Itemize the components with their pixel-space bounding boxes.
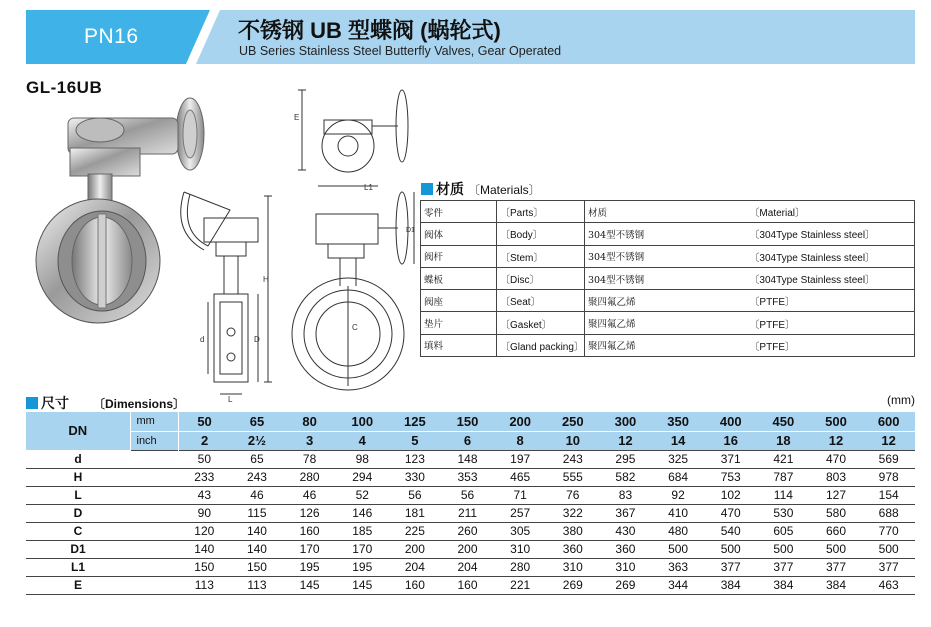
material-name-cn: 材质 bbox=[584, 201, 746, 223]
materials-row bbox=[421, 201, 915, 223]
dimension-value: 71 bbox=[494, 486, 547, 504]
materials-title-en: 〔Materials〕 bbox=[468, 182, 541, 197]
header-row-inch bbox=[26, 431, 915, 450]
material-part-cn: 垫片 bbox=[421, 312, 497, 334]
dimension-value: 569 bbox=[862, 450, 915, 468]
dimension-label: D bbox=[26, 504, 130, 522]
material-name-en: 〔304Type Stainless steel〕 bbox=[746, 267, 914, 289]
dimension-value: 233 bbox=[178, 468, 231, 486]
dimension-value: 145 bbox=[336, 576, 389, 594]
dimension-value: 154 bbox=[862, 486, 915, 504]
material-name-cn: 聚四氟乙烯 bbox=[584, 290, 746, 312]
dimension-value: 684 bbox=[652, 468, 705, 486]
inch-value: 10 bbox=[546, 431, 599, 450]
inch-value: 4 bbox=[336, 431, 389, 450]
dimension-value: 295 bbox=[599, 450, 652, 468]
table-row bbox=[26, 504, 915, 522]
dimension-value: 688 bbox=[862, 504, 915, 522]
table-row bbox=[26, 486, 915, 504]
dimension-value: 410 bbox=[652, 504, 705, 522]
dimension-value: 257 bbox=[494, 504, 547, 522]
dimensions-title-cn: 尺寸 bbox=[41, 395, 69, 411]
blank-cell bbox=[130, 450, 178, 468]
dimension-value: 384 bbox=[757, 576, 810, 594]
dimension-value: 90 bbox=[178, 504, 231, 522]
dimension-value: 582 bbox=[599, 468, 652, 486]
dimension-value: 500 bbox=[704, 540, 757, 558]
material-name-en: 〔PTFE〕 bbox=[746, 290, 914, 312]
dimension-value: 243 bbox=[546, 450, 599, 468]
dimension-value: 470 bbox=[810, 450, 863, 468]
dimension-value: 243 bbox=[231, 468, 284, 486]
blank-cell bbox=[130, 540, 178, 558]
blank-cell bbox=[130, 468, 178, 486]
header-row-mm bbox=[26, 412, 915, 431]
mm-value: 65 bbox=[231, 412, 284, 431]
dimension-value: 211 bbox=[441, 504, 494, 522]
dimension-value: 325 bbox=[652, 450, 705, 468]
dimension-value: 200 bbox=[441, 540, 494, 558]
dimension-value: 280 bbox=[494, 558, 547, 576]
dimension-label: C bbox=[26, 522, 130, 540]
dimension-value: 204 bbox=[441, 558, 494, 576]
dimension-value: 76 bbox=[546, 486, 599, 504]
dimension-label: H bbox=[26, 468, 130, 486]
dimension-label: L bbox=[26, 486, 130, 504]
dimension-value: 200 bbox=[389, 540, 442, 558]
blank-cell bbox=[130, 522, 178, 540]
dimension-value: 480 bbox=[652, 522, 705, 540]
table-row bbox=[26, 558, 915, 576]
material-part-en: 〔Gland packing〕 bbox=[497, 334, 585, 356]
materials-heading bbox=[421, 179, 541, 199]
blank-cell bbox=[130, 576, 178, 594]
dimension-value: 605 bbox=[757, 522, 810, 540]
dimension-value: 123 bbox=[389, 450, 442, 468]
dim-label-e: E bbox=[294, 113, 300, 122]
dimension-value: 113 bbox=[178, 576, 231, 594]
dimension-value: 803 bbox=[810, 468, 863, 486]
dimension-value: 330 bbox=[389, 468, 442, 486]
dimension-value: 770 bbox=[862, 522, 915, 540]
dimension-value: 978 bbox=[862, 468, 915, 486]
section-marker-icon bbox=[421, 183, 433, 195]
dimension-value: 225 bbox=[389, 522, 442, 540]
material-part-en: 〔Seat〕 bbox=[497, 290, 585, 312]
dimension-value: 126 bbox=[283, 504, 336, 522]
mm-value: 300 bbox=[599, 412, 652, 431]
dimension-value: 46 bbox=[231, 486, 284, 504]
dimension-value: 305 bbox=[494, 522, 547, 540]
table-row bbox=[26, 576, 915, 594]
front-view-drawing bbox=[290, 86, 420, 398]
dimension-value: 127 bbox=[810, 486, 863, 504]
dimension-value: 380 bbox=[546, 522, 599, 540]
materials-row bbox=[421, 223, 915, 245]
inch-value: 12 bbox=[599, 431, 652, 450]
dim-label-l1: L1 bbox=[364, 183, 373, 192]
dimension-value: 500 bbox=[757, 540, 810, 558]
mm-value: 150 bbox=[441, 412, 494, 431]
mm-value: 400 bbox=[704, 412, 757, 431]
materials-title-cn: 材质 bbox=[436, 181, 464, 197]
materials-row bbox=[421, 334, 915, 356]
dimension-value: 83 bbox=[599, 486, 652, 504]
dimension-value: 500 bbox=[862, 540, 915, 558]
material-part-en: 〔Stem〕 bbox=[497, 245, 585, 267]
material-part-en: 〔Gasket〕 bbox=[497, 312, 585, 334]
inch-value: 2 bbox=[178, 431, 231, 450]
mm-value: 50 bbox=[178, 412, 231, 431]
material-part-en: 〔Body〕 bbox=[497, 223, 585, 245]
dimension-value: 150 bbox=[178, 558, 231, 576]
dimension-value: 160 bbox=[389, 576, 442, 594]
dimension-value: 148 bbox=[441, 450, 494, 468]
material-name-en: 〔PTFE〕 bbox=[746, 312, 914, 334]
material-part-cn: 阀体 bbox=[421, 223, 497, 245]
page-title-en: UB Series Stainless Steel Butterfly Valves, Gear Operated bbox=[239, 44, 562, 58]
material-name-en: 〔Material〕 bbox=[746, 201, 914, 223]
page-title-cn: 不锈钢 UB 型蝶阀 (蜗轮式) bbox=[238, 18, 501, 43]
dimension-value: 377 bbox=[757, 558, 810, 576]
mm-header: mm bbox=[130, 412, 178, 431]
dim-label-d-outer: D bbox=[254, 335, 260, 344]
dimensions-table bbox=[26, 412, 915, 595]
dimension-value: 753 bbox=[704, 468, 757, 486]
materials-row bbox=[421, 245, 915, 267]
material-part-cn: 零件 bbox=[421, 201, 497, 223]
inch-value: 12 bbox=[862, 431, 915, 450]
dimension-value: 470 bbox=[704, 504, 757, 522]
dimension-value: 377 bbox=[704, 558, 757, 576]
dimension-label: E bbox=[26, 576, 130, 594]
dimension-value: 150 bbox=[231, 558, 284, 576]
dimension-value: 280 bbox=[283, 468, 336, 486]
blank-cell bbox=[130, 558, 178, 576]
material-name-en: 〔PTFE〕 bbox=[746, 334, 914, 356]
dimension-value: 787 bbox=[757, 468, 810, 486]
dimension-value: 140 bbox=[231, 540, 284, 558]
dimension-value: 145 bbox=[283, 576, 336, 594]
inch-value: 8 bbox=[494, 431, 547, 450]
dimension-value: 52 bbox=[336, 486, 389, 504]
mm-value: 350 bbox=[652, 412, 705, 431]
mm-value: 125 bbox=[389, 412, 442, 431]
dimension-value: 114 bbox=[757, 486, 810, 504]
dimensions-title-en: 〔Dimensions〕 bbox=[93, 396, 186, 411]
material-part-cn: 填料 bbox=[421, 334, 497, 356]
dimension-value: 269 bbox=[599, 576, 652, 594]
dimension-value: 170 bbox=[283, 540, 336, 558]
material-name-cn: 304型不锈钢 bbox=[584, 245, 746, 267]
model-number: GL-16UB bbox=[26, 78, 103, 97]
dimension-value: 56 bbox=[389, 486, 442, 504]
dimension-value: 344 bbox=[652, 576, 705, 594]
dimension-value: 140 bbox=[178, 540, 231, 558]
header-banner bbox=[26, 10, 915, 64]
dimension-value: 353 bbox=[441, 468, 494, 486]
dim-label-d-inner: d bbox=[200, 335, 205, 344]
inch-header: inch bbox=[130, 431, 178, 450]
inch-value: 2½ bbox=[231, 431, 284, 450]
dimension-value: 530 bbox=[757, 504, 810, 522]
dimension-value: 260 bbox=[441, 522, 494, 540]
side-view-drawing bbox=[170, 182, 280, 404]
dimension-value: 185 bbox=[336, 522, 389, 540]
dimension-value: 120 bbox=[178, 522, 231, 540]
dimension-value: 78 bbox=[283, 450, 336, 468]
mm-value: 250 bbox=[546, 412, 599, 431]
material-part-en: 〔Parts〕 bbox=[497, 201, 585, 223]
dimension-value: 377 bbox=[862, 558, 915, 576]
dimension-value: 322 bbox=[546, 504, 599, 522]
material-name-cn: 304型不锈钢 bbox=[584, 267, 746, 289]
dimension-value: 360 bbox=[599, 540, 652, 558]
dimension-value: 360 bbox=[546, 540, 599, 558]
inch-value: 3 bbox=[283, 431, 336, 450]
dimension-value: 56 bbox=[441, 486, 494, 504]
mm-value: 450 bbox=[757, 412, 810, 431]
mm-value: 600 bbox=[862, 412, 915, 431]
dimension-value: 221 bbox=[494, 576, 547, 594]
dimension-value: 384 bbox=[810, 576, 863, 594]
dimension-value: 146 bbox=[336, 504, 389, 522]
dimension-value: 197 bbox=[494, 450, 547, 468]
material-part-cn: 阀杆 bbox=[421, 245, 497, 267]
dimension-value: 377 bbox=[810, 558, 863, 576]
dimension-value: 98 bbox=[336, 450, 389, 468]
dimension-value: 465 bbox=[494, 468, 547, 486]
dimension-value: 363 bbox=[652, 558, 705, 576]
material-name-cn: 聚四氟乙烯 bbox=[584, 334, 746, 356]
pressure-badge: PN16 bbox=[84, 25, 139, 48]
inch-value: 18 bbox=[757, 431, 810, 450]
blank-cell bbox=[130, 486, 178, 504]
dimension-value: 115 bbox=[231, 504, 284, 522]
inch-value: 16 bbox=[704, 431, 757, 450]
materials-table bbox=[420, 200, 915, 357]
dimension-value: 294 bbox=[336, 468, 389, 486]
material-part-cn: 蝶板 bbox=[421, 267, 497, 289]
material-name-en: 〔304Type Stainless steel〕 bbox=[746, 223, 914, 245]
dimensions-heading bbox=[26, 393, 185, 413]
dimension-value: 46 bbox=[283, 486, 336, 504]
dimension-value: 170 bbox=[336, 540, 389, 558]
dimension-value: 384 bbox=[704, 576, 757, 594]
inch-value: 6 bbox=[441, 431, 494, 450]
dimension-value: 310 bbox=[546, 558, 599, 576]
dimension-value: 102 bbox=[704, 486, 757, 504]
inch-value: 12 bbox=[810, 431, 863, 450]
mm-value: 80 bbox=[283, 412, 336, 431]
dimension-value: 195 bbox=[283, 558, 336, 576]
materials-row bbox=[421, 290, 915, 312]
materials-row bbox=[421, 267, 915, 289]
dimension-value: 500 bbox=[810, 540, 863, 558]
dimension-value: 43 bbox=[178, 486, 231, 504]
material-name-cn: 聚四氟乙烯 bbox=[584, 312, 746, 334]
dimension-value: 310 bbox=[599, 558, 652, 576]
dimension-value: 65 bbox=[231, 450, 284, 468]
dimension-value: 181 bbox=[389, 504, 442, 522]
dim-label-c: C bbox=[352, 323, 358, 332]
material-name-en: 〔304Type Stainless steel〕 bbox=[746, 245, 914, 267]
dimension-value: 113 bbox=[231, 576, 284, 594]
dimension-label: D1 bbox=[26, 540, 130, 558]
dim-label-h: H bbox=[263, 275, 269, 284]
dimension-value: 555 bbox=[546, 468, 599, 486]
table-row bbox=[26, 540, 915, 558]
dimension-value: 430 bbox=[599, 522, 652, 540]
dimension-value: 660 bbox=[810, 522, 863, 540]
inch-value: 5 bbox=[389, 431, 442, 450]
blank-cell bbox=[130, 504, 178, 522]
dimension-value: 371 bbox=[704, 450, 757, 468]
dn-header: DN bbox=[26, 412, 130, 450]
dimension-value: 367 bbox=[599, 504, 652, 522]
material-name-cn: 304型不锈钢 bbox=[584, 223, 746, 245]
dimension-label: d bbox=[26, 450, 130, 468]
dimension-value: 92 bbox=[652, 486, 705, 504]
inch-value: 14 bbox=[652, 431, 705, 450]
dimension-value: 140 bbox=[231, 522, 284, 540]
table-row bbox=[26, 450, 915, 468]
mm-value: 100 bbox=[336, 412, 389, 431]
dimension-value: 500 bbox=[652, 540, 705, 558]
dimension-label: L1 bbox=[26, 558, 130, 576]
dim-label-d1: D1 bbox=[406, 227, 415, 234]
material-part-en: 〔Disc〕 bbox=[497, 267, 585, 289]
dimension-value: 50 bbox=[178, 450, 231, 468]
dimension-value: 195 bbox=[336, 558, 389, 576]
dimension-value: 269 bbox=[546, 576, 599, 594]
dimension-value: 310 bbox=[494, 540, 547, 558]
dimension-value: 580 bbox=[810, 504, 863, 522]
dimension-value: 463 bbox=[862, 576, 915, 594]
dimension-value: 540 bbox=[704, 522, 757, 540]
dim-label-l: L bbox=[228, 395, 233, 404]
material-part-cn: 阀座 bbox=[421, 290, 497, 312]
mm-value: 200 bbox=[494, 412, 547, 431]
dimension-value: 160 bbox=[283, 522, 336, 540]
mm-value: 500 bbox=[810, 412, 863, 431]
table-row bbox=[26, 522, 915, 540]
dimension-value: 421 bbox=[757, 450, 810, 468]
table-row bbox=[26, 468, 915, 486]
unit-label: (mm) bbox=[887, 393, 915, 407]
materials-row bbox=[421, 312, 915, 334]
section-marker-icon bbox=[26, 397, 38, 409]
dimension-value: 160 bbox=[441, 576, 494, 594]
dimension-value: 204 bbox=[389, 558, 442, 576]
